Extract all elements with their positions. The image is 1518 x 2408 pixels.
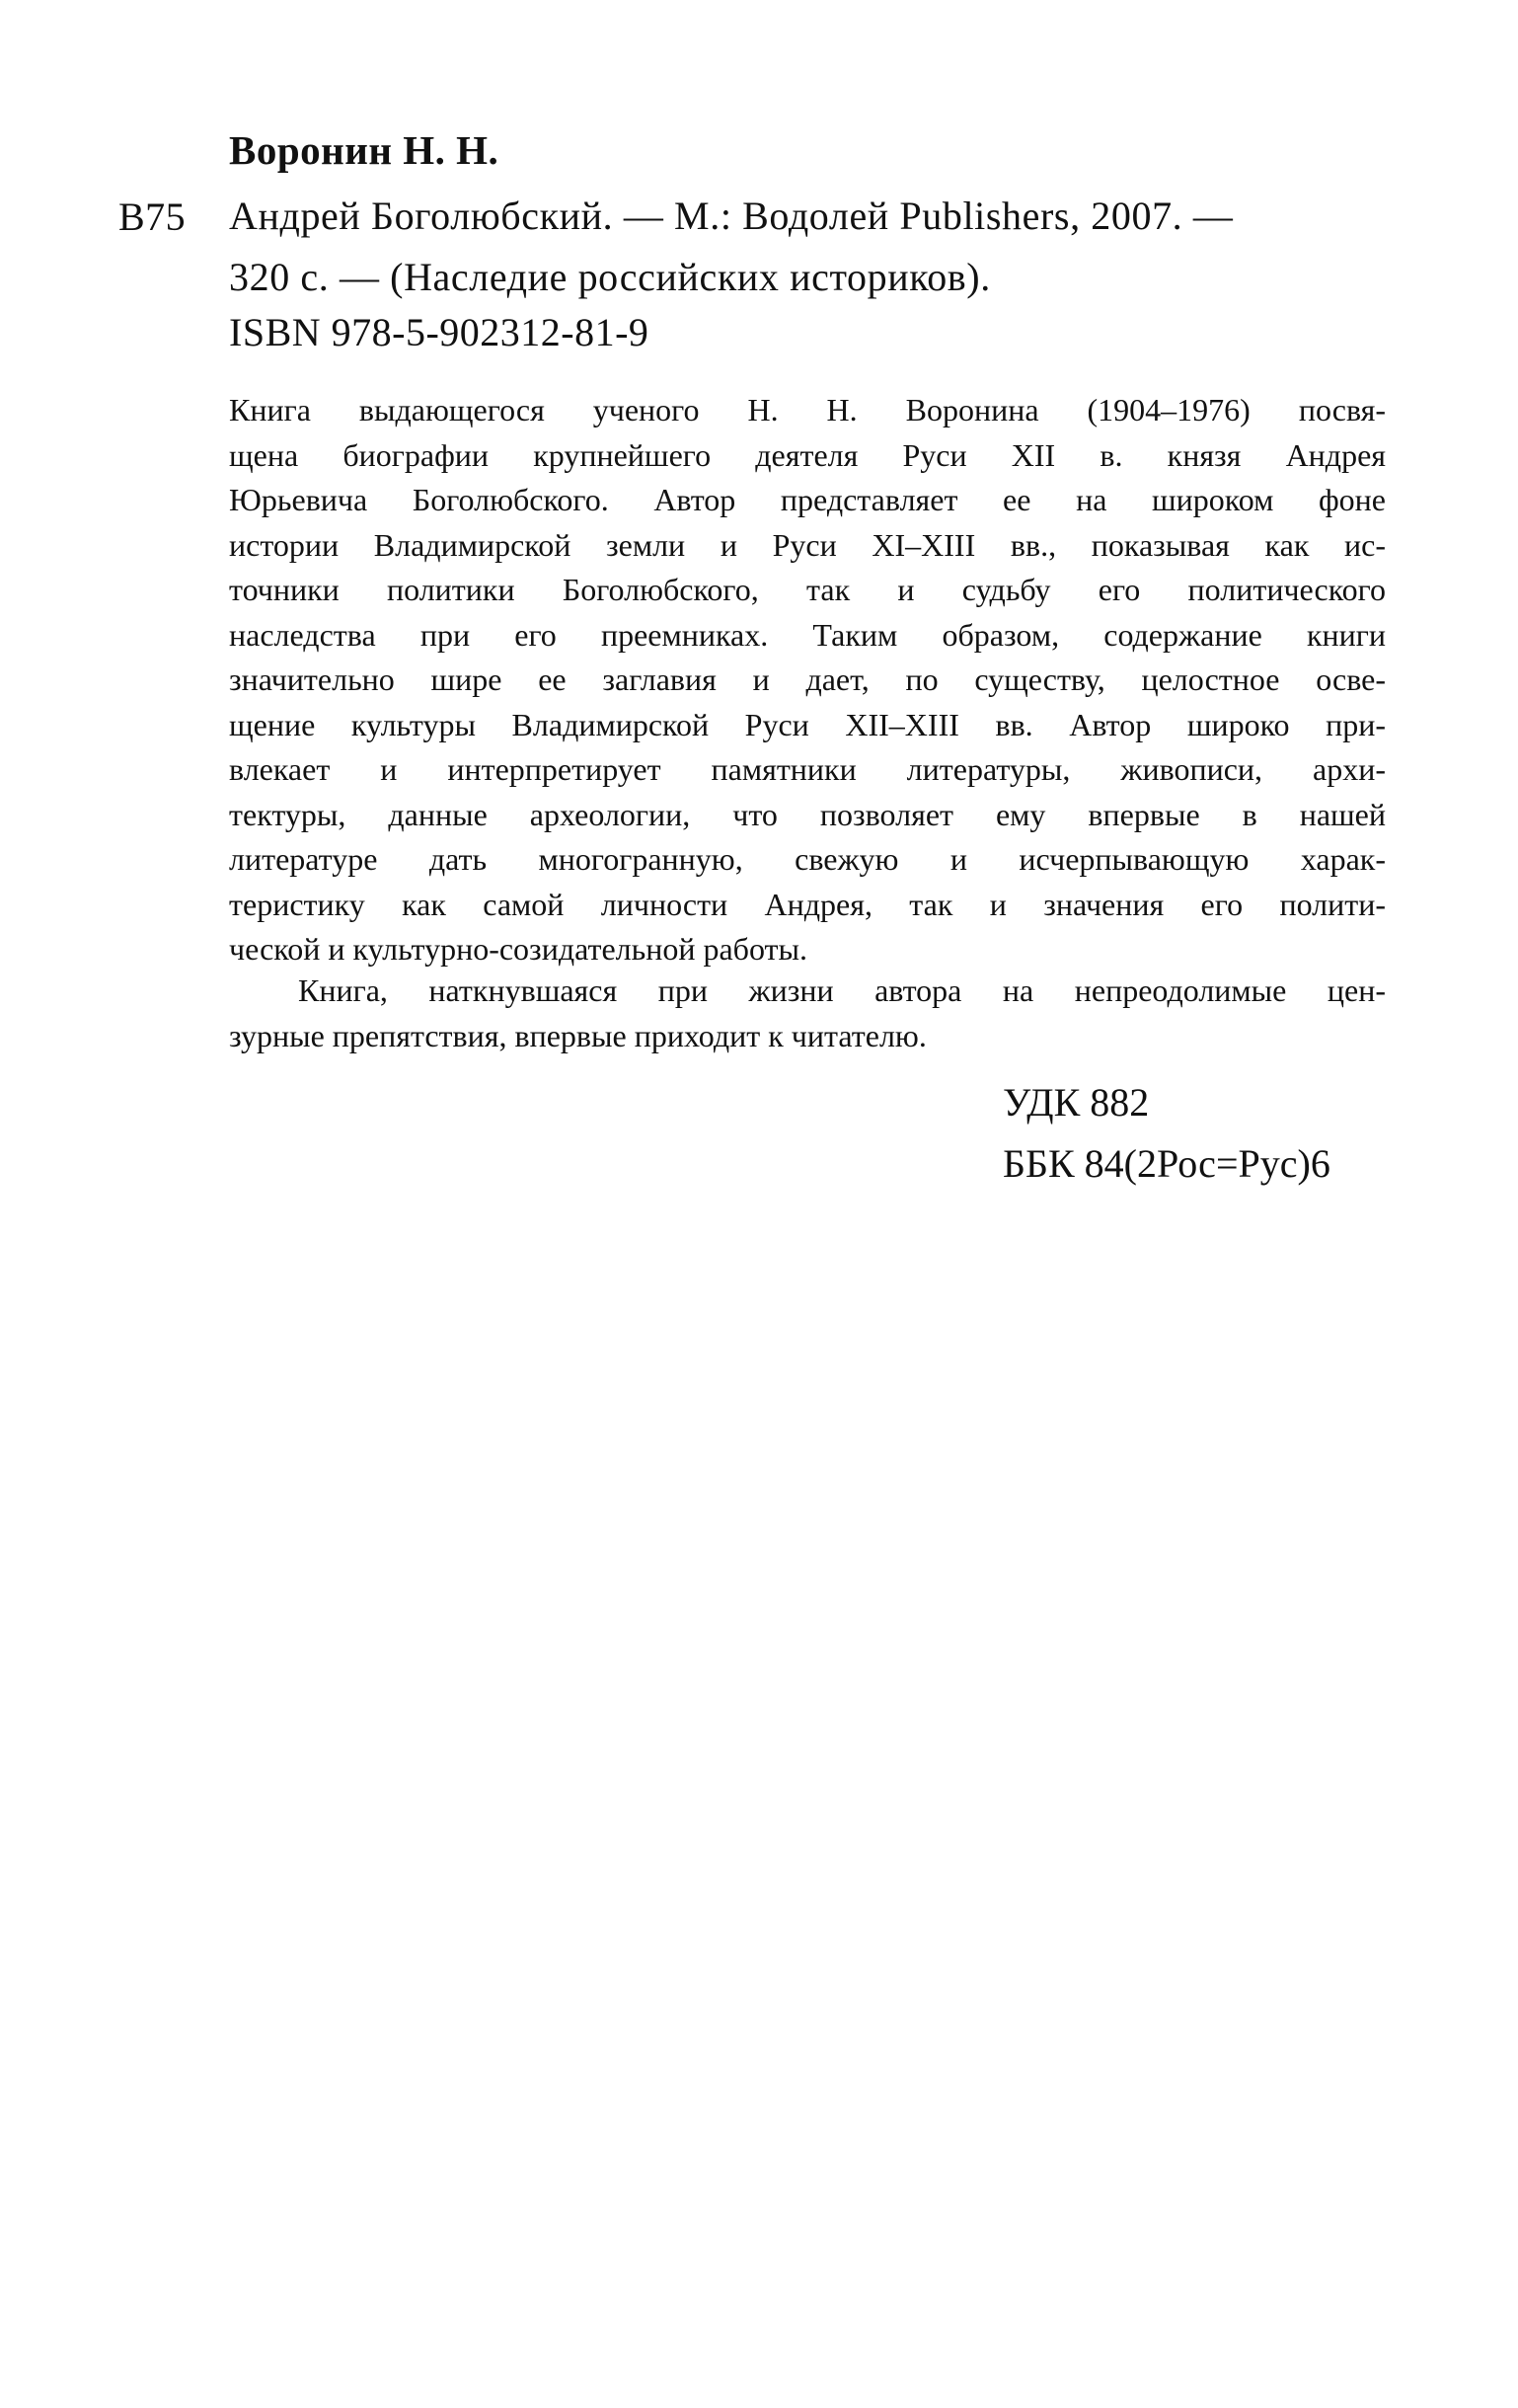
abstract-line: значительно шире ее заглавия и дает, по существу, целостное осве- xyxy=(229,661,1386,697)
abstract-line: тектуры, данные археологии, что позволяет ему впервые в нашей xyxy=(229,796,1386,832)
classification-codes xyxy=(1003,1072,1330,1195)
abstract-line: Книга выдающегося ученого Н. Н. Воронина (1904–1976) посвя- xyxy=(229,392,1386,427)
abstract-line: щена биографии крупнейшего деятеля Руси XII в. князя Андрея xyxy=(229,436,1386,473)
abstract-line: наследства при его преемниках. Таким образом, содержание книги xyxy=(229,616,1386,653)
abstract-line: щение культуры Владимирской Руси XII–XIII вв. Автор широко при- xyxy=(229,706,1386,742)
bibliographic-title xyxy=(229,186,1394,308)
isbn: ISBN 978-5-902312-81-9 xyxy=(229,310,649,354)
call-number: В75 xyxy=(118,194,187,239)
title-line: Андрей Боголюбский. — М.: Водолей Publishers, 2007. — xyxy=(229,194,1234,238)
udk-code: УДК 882 xyxy=(1003,1080,1150,1125)
abstract-line: истории Владимирской земли и Руси XI–XIII вв., показывая как ис- xyxy=(229,526,1386,563)
note-line: зурные препятствия, впервые приходит к читателю. xyxy=(229,1017,927,1053)
abstract-line: точники политики Боголюбского, так и судьбу его политического xyxy=(229,572,1386,607)
author-name: Воронин Н. Н. xyxy=(229,127,499,173)
title-line: 320 с. — (Наследие российских историков). xyxy=(229,255,991,299)
abstract-line: литературе дать многогранную, свежую и исчерпывающую харак- xyxy=(229,841,1386,877)
abstract-line: влекает и интерпретирует памятники литературы, живописи, архи- xyxy=(229,751,1386,787)
abstract-line: теристику как самой личности Андрея, так и значения его полити- xyxy=(229,886,1386,922)
abstract-line: Юрьевича Боголюбского. Автор представляет ее на широком фоне xyxy=(229,482,1386,517)
bbk-code: ББК 84(2Рос=Рус)6 xyxy=(1003,1141,1330,1186)
publication-note xyxy=(229,969,1386,1058)
abstract-line: ческой и культурно-созидательной работы. xyxy=(229,931,808,967)
note-line: Книга, наткнувшаяся при жизни автора на непреодолимые цен- xyxy=(298,972,1386,1008)
abstract xyxy=(229,388,1386,972)
